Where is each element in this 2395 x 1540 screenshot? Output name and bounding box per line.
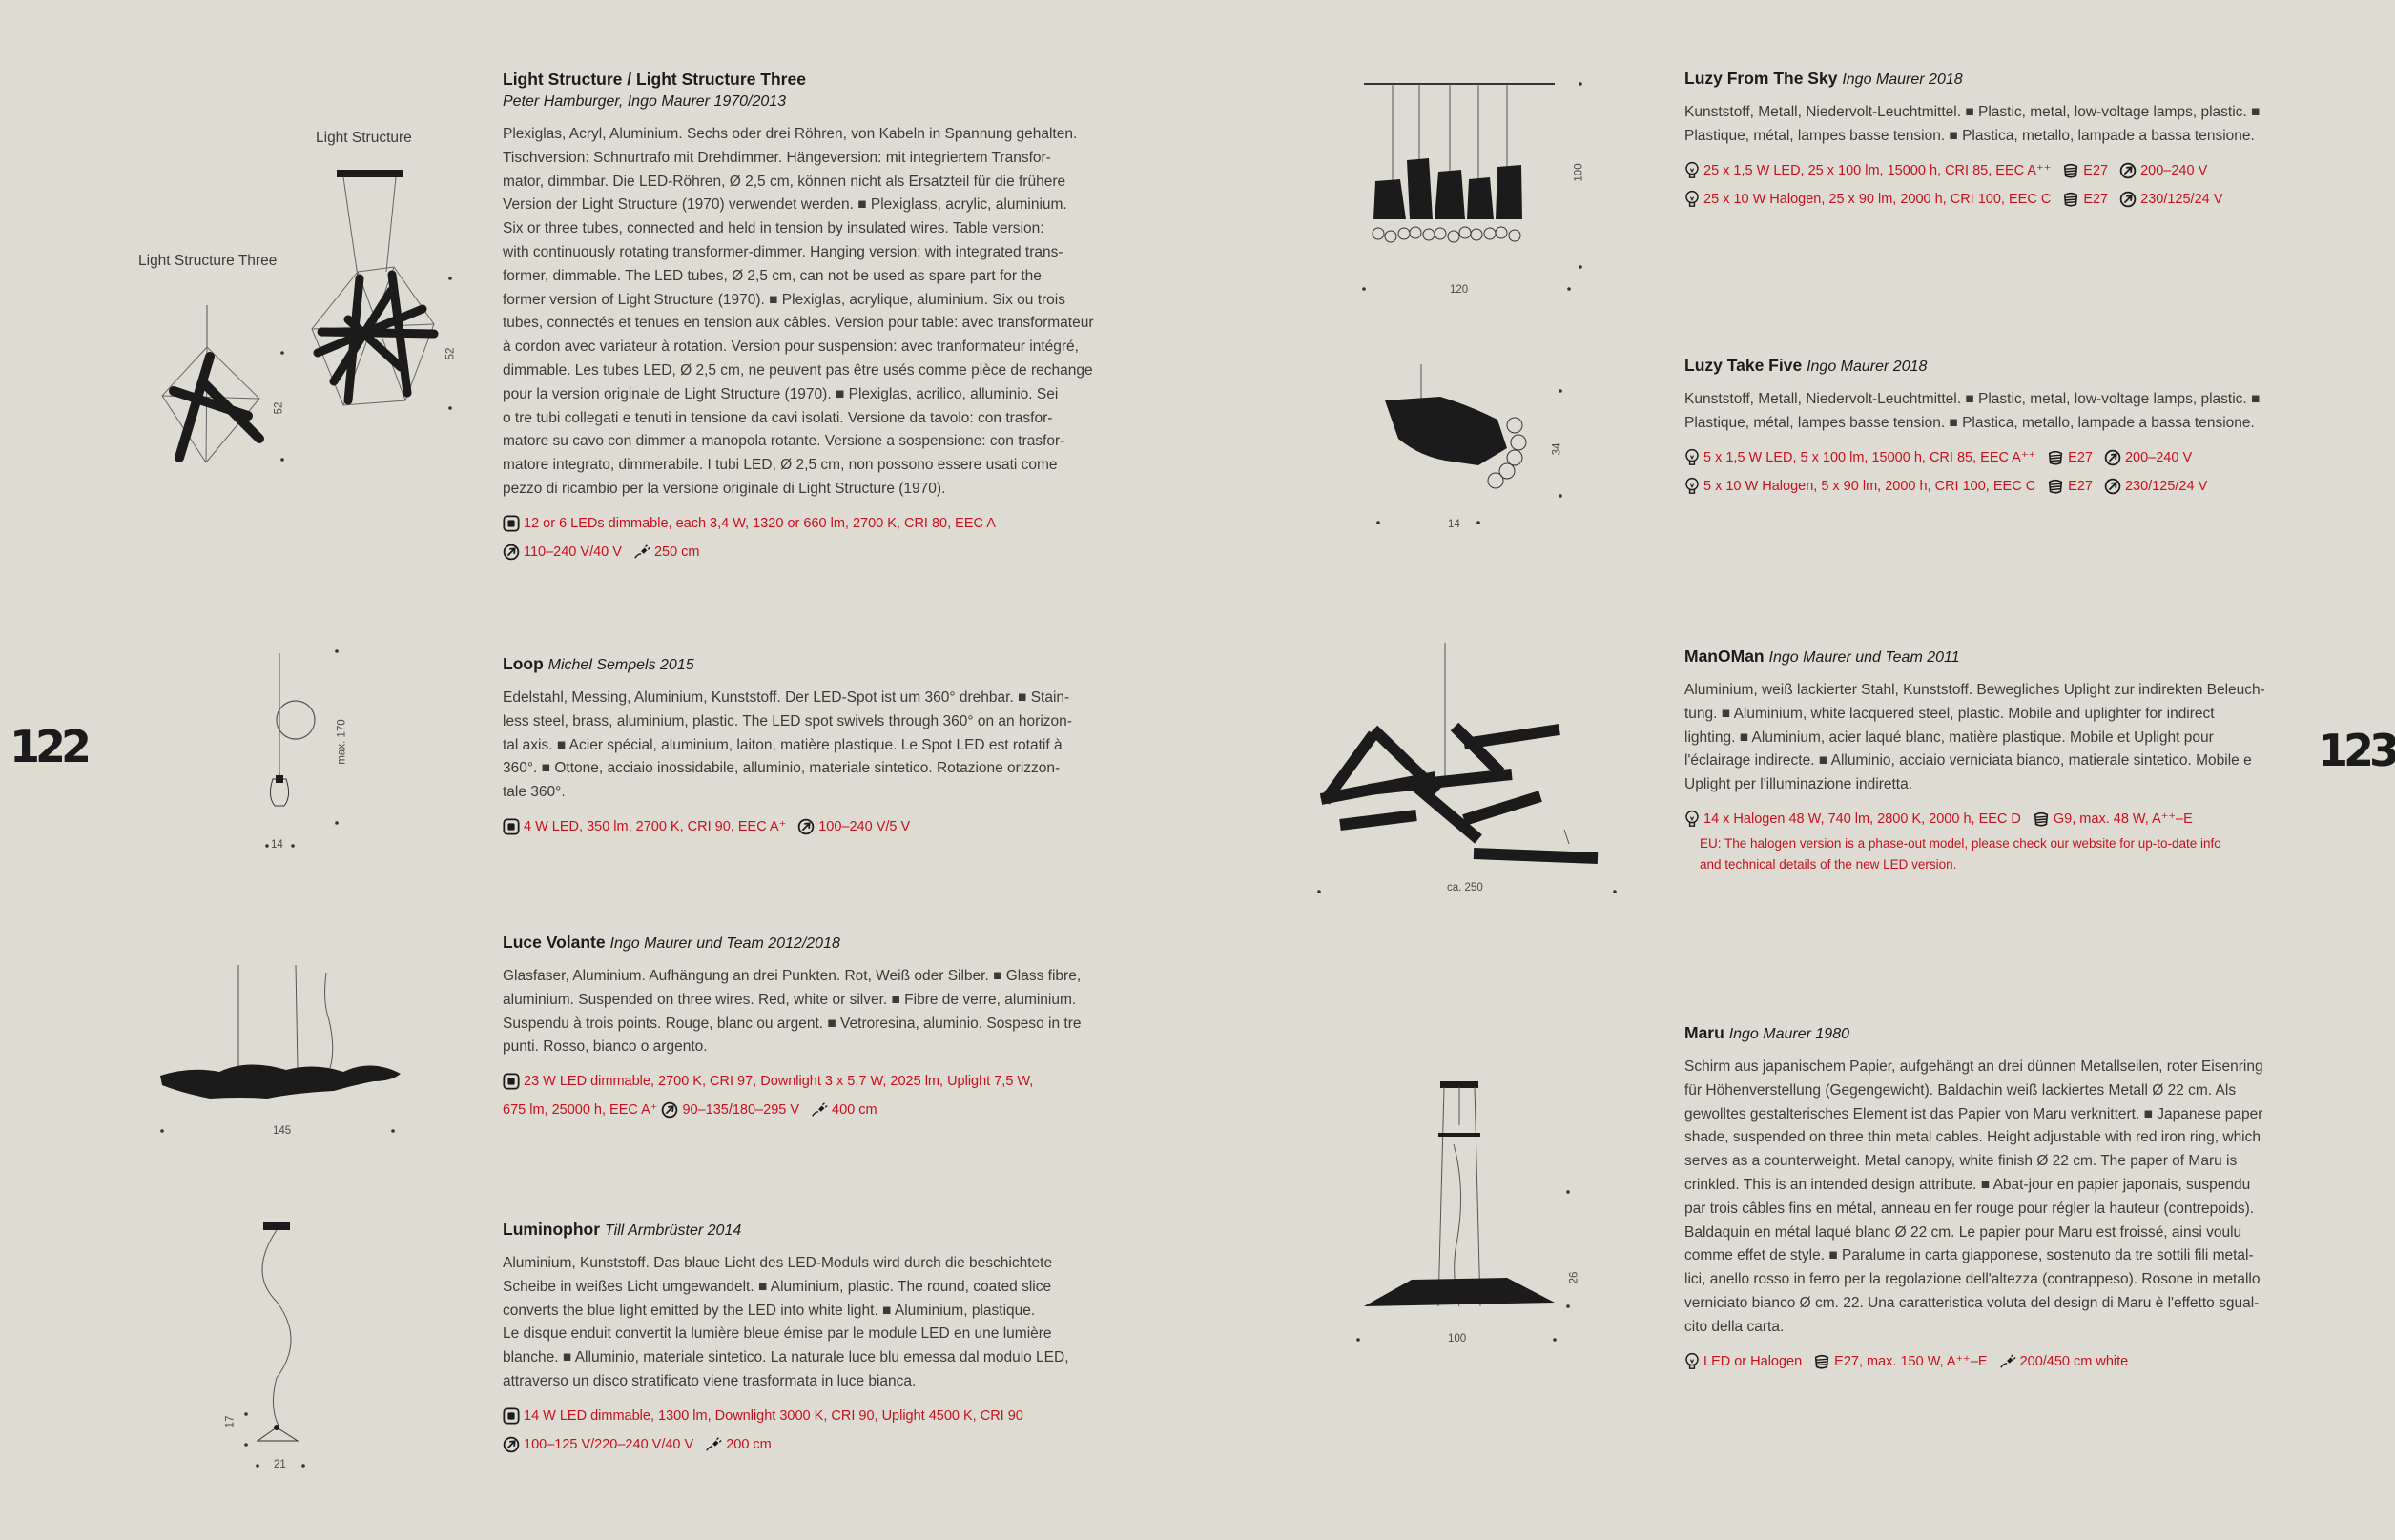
socket-icon bbox=[2062, 162, 2079, 179]
plug-cable-icon bbox=[811, 1101, 828, 1119]
socket-icon bbox=[1813, 1353, 1830, 1370]
product-description: Aluminium, weiß lackierter Stahl, Kunststoff. Bewegliches Uplight zur indirekten Beleuch- tung. ■ Aluminium, white lacquered steel, plastic. Mobile and uplighter for indirect lighting. ■ Aluminium, acier laqué blanc, matière plastique. Mobile et Uplight pour l'éclairage indirecte. ■ Alluminio, acciaio verniciata bianco, matierale sintetico. Mobile e Uplight per l'illuminazione indiretta. bbox=[1684, 682, 2265, 793]
dim-loop-width: 14 bbox=[271, 839, 283, 851]
product-luminophor bbox=[503, 1218, 1069, 1459]
label-light-structure: Light Structure bbox=[316, 130, 412, 146]
dim-luce-width: 145 bbox=[273, 1125, 292, 1137]
bulb-icon bbox=[1684, 161, 1700, 180]
product-title: Luminophor Till Armbrüster 2014 bbox=[503, 1220, 742, 1239]
led-chip-icon bbox=[503, 1407, 520, 1425]
product-title: Loop Michel Sempels 2015 bbox=[503, 654, 694, 673]
product-specs: 5 x 1,5 W LED, 5 x 100 lm, 15000 h, CRI 85, EEC A⁺⁺ E27 200–240 V 5 x 10 W Halogen, 5 x 90 lm, 2000 h, CRI 100, EEC C E27 230/125/24 V bbox=[1684, 443, 2260, 501]
voltage-icon bbox=[2119, 162, 2137, 179]
dim-sky-height: 100 bbox=[1573, 163, 1585, 182]
product-luce-volante bbox=[503, 931, 1081, 1124]
product-description: Glasfaser, Aluminium. Aufhängung an drei Punkten. Rot, Weiß oder Silber. ■ Glass fibre, aluminium. Suspended on three wires. Red, white or silver. ■ Fibre de verre, aluminium. Suspendu à trois points. Rouge, blanc ou argent. ■ Vetroresina, aluminio. Sospeso in tre punti. Rosso, bianco o argento. bbox=[503, 968, 1082, 1056]
product-title: Light Structure / Light Structure Three bbox=[503, 70, 806, 89]
product-description: Aluminium, Kunststoff. Das blaue Licht des LED-Moduls wird durch die beschichtete Scheibe in weißes Licht umgewandelt. ■ Aluminium, plastic. The round, coated slice converts the blue light emitted by the LED into white light. ■ Aluminium, plastique. Le disque enduit convertit la lumière bleue émise par le module LED en une lumière blanche. ■ Alluminio, materiale sintetico. La naturale luce blu emessa dal modulo LED, attraverso un disco stratificato viene trasformata in luce bianca. bbox=[503, 1255, 1069, 1389]
socket-icon bbox=[2047, 478, 2064, 495]
product-luzy-from-the-sky bbox=[1684, 67, 2260, 214]
luzy-take-five-drawing bbox=[1364, 362, 1574, 534]
dim-lum-width: 21 bbox=[274, 1459, 286, 1470]
plug-cable-icon bbox=[633, 544, 650, 561]
voltage-icon bbox=[2104, 449, 2121, 466]
light-structure-three-drawing bbox=[153, 296, 305, 477]
light-structure-drawing bbox=[300, 162, 463, 420]
label-light-structure-three: Light Structure Three bbox=[138, 253, 278, 269]
product-description: Schirm aus japanischem Papier, aufgehängt an drei dünnen Metallseilen, roter Eisenring für Höhenverstellung (Gegengewicht). Baldachin weiß lackiertes Metall Ø 22 cm. Als gewolltes gestalterisches Element ist das Papier von Maru verknittert. ■ Japanese paper shade, suspended on three thin metal cables. Height adjustable with red iron ring, which serves as a counterweight. Metal canopy, white finish Ø 22 cm. The paper of Maru is crinkled. This is an intended design attribute. ■ Abat-jour en papier japonais, suspendu par trois câbles fins en métal, anneau en fer rouge pour régler la hauteur (contrepoids). Baldaquin en métal laqué blanc Ø 22 cm. Le papier pour Maru est froissé, ainsi voulu comme effet de style. ■ Paralume in carta giapponese, sostenuto da tre sottili fili metal- lici, anello rosso in ferro per la regolazione dell'altezza (contrappeso). Rosone in metallo verniciato bianco Ø cm. 22. Una caratteristica voluta del design di Maru è l'effetto sgual- cito della carta. bbox=[1684, 1058, 2263, 1335]
bulb-icon bbox=[1684, 810, 1700, 829]
voltage-icon bbox=[2119, 191, 2137, 208]
luce-volante-drawing bbox=[153, 963, 410, 1135]
led-chip-icon bbox=[503, 515, 520, 532]
dim-lum-height: 17 bbox=[224, 1415, 237, 1428]
product-specs: LED or Halogen E27, max. 150 W, A⁺⁺–E 200/450 cm white bbox=[1684, 1347, 2263, 1376]
luminophor-drawing bbox=[219, 1216, 334, 1473]
dim-loop-height: max. 170 bbox=[336, 719, 348, 765]
product-specs: 25 x 1,5 W LED, 25 x 100 lm, 15000 h, CRI 85, EEC A⁺⁺ E27 200–240 V 25 x 10 W Halogen, 25 x 90 lm, 2000 h, CRI 100, EEC C E27 230/125/24 V bbox=[1684, 156, 2260, 214]
dim-ls-three-height: 52 bbox=[273, 401, 285, 415]
product-light-structure bbox=[503, 68, 1094, 566]
product-specs: 4 W LED, 350 lm, 2700 K, CRI 90, EEC A⁺ 100–240 V/5 V bbox=[503, 812, 1072, 841]
voltage-icon bbox=[503, 544, 520, 561]
bulb-icon bbox=[1684, 190, 1700, 209]
product-specs: 12 or 6 LEDs dimmable, each 3,4 W, 1320 or 660 lm, 2700 K, CRI 80, EEC A 110–240 V/40 V 250 cm bbox=[503, 509, 1094, 566]
bulb-icon bbox=[1684, 1352, 1700, 1371]
dim-five-height: 34 bbox=[1551, 442, 1563, 456]
voltage-icon bbox=[661, 1101, 678, 1119]
bulb-icon bbox=[1684, 477, 1700, 496]
product-title: ManOMan Ingo Maurer und Team 2011 bbox=[1684, 647, 1960, 666]
dim-five-width: 14 bbox=[1448, 519, 1460, 530]
voltage-icon bbox=[503, 1436, 520, 1453]
product-description: Edelstahl, Messing, Aluminium, Kunststoff. Der LED-Spot ist um 360° drehbar. ■ Stain- less steel, brass, aluminium, plastic. The LED spot swivels through 360° on an horizon- tal axis. ■ Acier spécial, aluminium, laiton, matière plastique. Le Spot LED est rotatif à 360°. ■ Ottone, acciaio inossidabile, alluminio, materiale sintetico. Rotazione orizzon- tale 360°. bbox=[503, 689, 1072, 801]
product-loop bbox=[503, 652, 1072, 841]
bulb-icon bbox=[1684, 448, 1700, 467]
voltage-icon bbox=[797, 818, 815, 835]
socket-icon bbox=[2047, 449, 2064, 466]
dim-maru-width: 100 bbox=[1448, 1333, 1467, 1345]
product-specs: 14 x Halogen 48 W, 740 lm, 2800 K, 2000 h, EEC D G9, max. 48 W, A⁺⁺–E bbox=[1684, 805, 2265, 833]
socket-icon bbox=[2062, 191, 2079, 208]
luzy-from-the-sky-drawing bbox=[1354, 76, 1593, 296]
product-description: Kunststoff, Metall, Niedervolt-Leuchtmittel. ■ Plastic, metal, low-voltage lamps, plastic. ■ Plastique, métal, lampes basse tension. ■ Plastica, metallo, lampade a bassa tensione. bbox=[1684, 104, 2261, 144]
product-title: Luzy From The Sky Ingo Maurer 2018 bbox=[1684, 69, 1963, 88]
product-specs: 23 W LED dimmable, 2700 K, CRI 97, Downlight 3 x 5,7 W, 2025 lm, Uplight 7,5 W, 675 lm, 25000 h, EEC A⁺ 90–135/180–295 V 400 cm bbox=[503, 1074, 1034, 1119]
product-title: Luce Volante Ingo Maurer und Team 2012/2018 bbox=[503, 933, 840, 952]
product-luzy-take-five bbox=[1684, 354, 2260, 501]
dim-maru-height: 26 bbox=[1568, 1271, 1580, 1284]
product-designer: Peter Hamburger, Ingo Maurer 1970/2013 bbox=[503, 93, 787, 110]
plug-cable-icon bbox=[1999, 1353, 2016, 1370]
plug-cable-icon bbox=[705, 1436, 722, 1453]
halogen-phase-out-note: EU: The halogen version is a phase-out model, please check our website for up-to-date info and technical details of the new LED version. bbox=[1700, 835, 2221, 872]
dim-ls-height: 52 bbox=[444, 347, 457, 360]
voltage-icon bbox=[2104, 478, 2121, 495]
product-specs: 14 W LED dimmable, 1300 lm, Downlight 3000 K, CRI 90, Uplight 4500 K, CRI 90 100–125 V/220–240 V/40 V 200 cm bbox=[503, 1402, 1069, 1459]
led-chip-icon bbox=[503, 1073, 520, 1090]
product-title: Luzy Take Five Ingo Maurer 2018 bbox=[1684, 356, 1928, 375]
led-chip-icon bbox=[503, 818, 520, 835]
page-number-right: 123 bbox=[2318, 725, 2395, 776]
manoman-drawing bbox=[1311, 639, 1626, 896]
dim-man-width: ca. 250 bbox=[1447, 882, 1483, 893]
maru-drawing bbox=[1354, 1078, 1574, 1345]
dim-sky-width: 120 bbox=[1450, 284, 1469, 296]
product-maru bbox=[1684, 1021, 2263, 1376]
product-title: Maru Ingo Maurer 1980 bbox=[1684, 1023, 1849, 1042]
product-description: Kunststoff, Metall, Niedervolt-Leuchtmittel. ■ Plastic, metal, low-voltage lamps, plastic. ■ Plastique, métal, lampes basse tension. ■ Plastica, metallo, lampade a bassa tensione. bbox=[1684, 391, 2261, 431]
page-number-left: 122 bbox=[10, 721, 88, 772]
socket-icon bbox=[2033, 811, 2050, 828]
product-description: Plexiglas, Acryl, Aluminium. Sechs oder drei Röhren, von Kabeln in Spannung gehalten. Tischversion: Schnurtrafo mit Drehdimmer. Hängeversion: mit integriertem Transfor- mator, dimmbar. Die LED-Röhren, Ø 2,5 cm, können nicht als Ersatzteil für die frühere Version der Light Structure (1970) verwendet werden. ■ Plexiglass, acrylic, aluminium. Six or three tubes, connected and held in tension by insulated wires. Table version: with continuously rotating transformer-dimmer. Hanging version: with integrated trans- former, dimmable. The LED tubes, Ø 2,5 cm, can not be used as spare part for the former version of Light Structure (1970). ■ Plexiglas, acrylique, aluminium. Six ou trois tubes, connectés et tenues en tension aux câbles. Version pour table: avec transformateur à cordon avec variateur à rotation. Version pour suspension: avec tranformateur intégré, dimmable. Les tubes LED, Ø 2,5 cm, ne peuvent pas être usés comme pièce de rechange pour la version originale de Light Structure (1970). ■ Plexiglas, acrilico, alluminio. Sei o tre tubi collegati e tenuti in tensione da cavi isolati. Versione da tavolo: con trasfor- matore su cavo con dimmer a manopola rotante. Versione a sospensione: con trasfor- matore integrato, dimmerabile. I tubi LED, Ø 2,5 cm, non possono essere usati come pezzo di ricambio per la versione originale di Light Structure (1970). bbox=[503, 126, 1094, 497]
product-manoman bbox=[1684, 645, 2265, 875]
